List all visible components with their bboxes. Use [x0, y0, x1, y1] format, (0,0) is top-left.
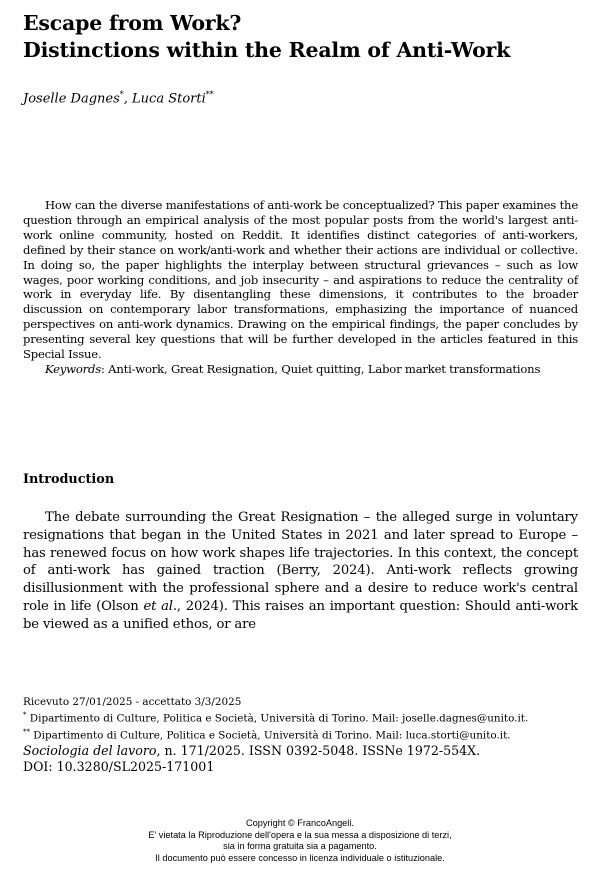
journal-issue: , n. 171/2025. ISSN 0392-5048. ISSNe 1972-554X. — [156, 743, 481, 759]
introduction-paragraph — [23, 509, 578, 634]
footnote-text: Dipartimento di Culture, Politica e Società, Università di Torino. Mail: luca.storti@unito.it. — [30, 729, 511, 742]
journal-info — [23, 743, 578, 759]
keywords-line — [23, 362, 578, 377]
title-line-2: Distinctions within the Realm of Anti-Work — [23, 38, 511, 62]
footnotes — [23, 696, 578, 775]
copyright-line: sia in forma gratuita sia a pagamento. — [223, 841, 377, 852]
author-separator: , — [123, 91, 133, 107]
introduction-body — [23, 509, 578, 634]
intro-text-part: , 2024). This raises an important question: Should anti-work be viewed as a unified ethos, or are — [23, 598, 578, 632]
keywords-label: Keywords — [45, 361, 101, 376]
footnote-marker: * — [119, 90, 124, 99]
abstract-text: How can the diverse manifestations of anti-work be conceptualized? This paper examines the question through an empirical analysis of the most popular posts from the world's largest anti-work online community, hosted on Reddit. It identifies distinct categories of anti-workers, defined by their stance on work/anti-work and whether their actions are individual or collective. In doing so, the paper highlights the interplay between structural grievances – such as low wages, poor working conditions, and job insecurity – and aspirations to reduce the centrality of work in everyday life. By disentangling these dimensions, it contributes to the broader discussion on contemporary labor transformations, emphasizing the importance of nuanced perspectives on anti-work dynamics. Drawing on the empirical findings, the paper concludes by presenting several key questions that will be further developed in the articles featured in this Special Issue. — [23, 198, 578, 362]
abstract — [23, 198, 578, 377]
copyright-line: Il documento può essere concesso in licenza individuale o istituzionale. — [155, 852, 445, 863]
author-name: Joselle Dagnes — [23, 91, 120, 107]
copyright-line: E' vietata la Riproduzione dell'opera e la sua messa a disposizione di terzi, — [148, 829, 452, 840]
section-heading: Introduction — [23, 472, 115, 487]
intro-citation-etal: et al. — [143, 598, 177, 614]
footnote-marker: ** — [23, 728, 30, 737]
copyright-notice — [0, 818, 600, 864]
received-dates: Ricevuto 27/01/2025 - accettato 3/3/2025 — [23, 696, 242, 708]
footnote-2 — [23, 726, 578, 743]
author-name: Luca Storti — [132, 91, 206, 107]
author-list — [23, 90, 214, 106]
journal-name: Sociologia del lavoro — [23, 743, 157, 759]
footnote-1 — [23, 709, 578, 726]
paper-title — [23, 10, 583, 64]
footnote-marker: * — [23, 711, 27, 720]
copyright-line: Copyright © FrancoAngeli. — [246, 818, 354, 828]
intro-text-part: The debate surrounding the Great Resignation – the alleged surge in voluntary resignations that began in the United States in 2021 and later spread to Europe – has renewed focus on how work shapes life trajectories. In this context, the concept of anti-work has gained traction (Berry, 2024). Anti-work reflects growing disillusionment with the professional sphere and a desire to reduce work's central role in life (Olson — [23, 510, 578, 614]
doi: DOI: 10.3280/SL2025-171001 — [23, 759, 215, 775]
title-line-1: Escape from Work? — [23, 11, 242, 35]
footnote-marker: ** — [205, 90, 214, 99]
keywords-list: : Anti-work, Great Resignation, Quiet quitting, Labor market transformations — [100, 361, 541, 376]
footnote-text: Dipartimento di Culture, Politica e Società, Università di Torino. Mail: joselle.dagnes@unito.it. — [26, 712, 529, 725]
